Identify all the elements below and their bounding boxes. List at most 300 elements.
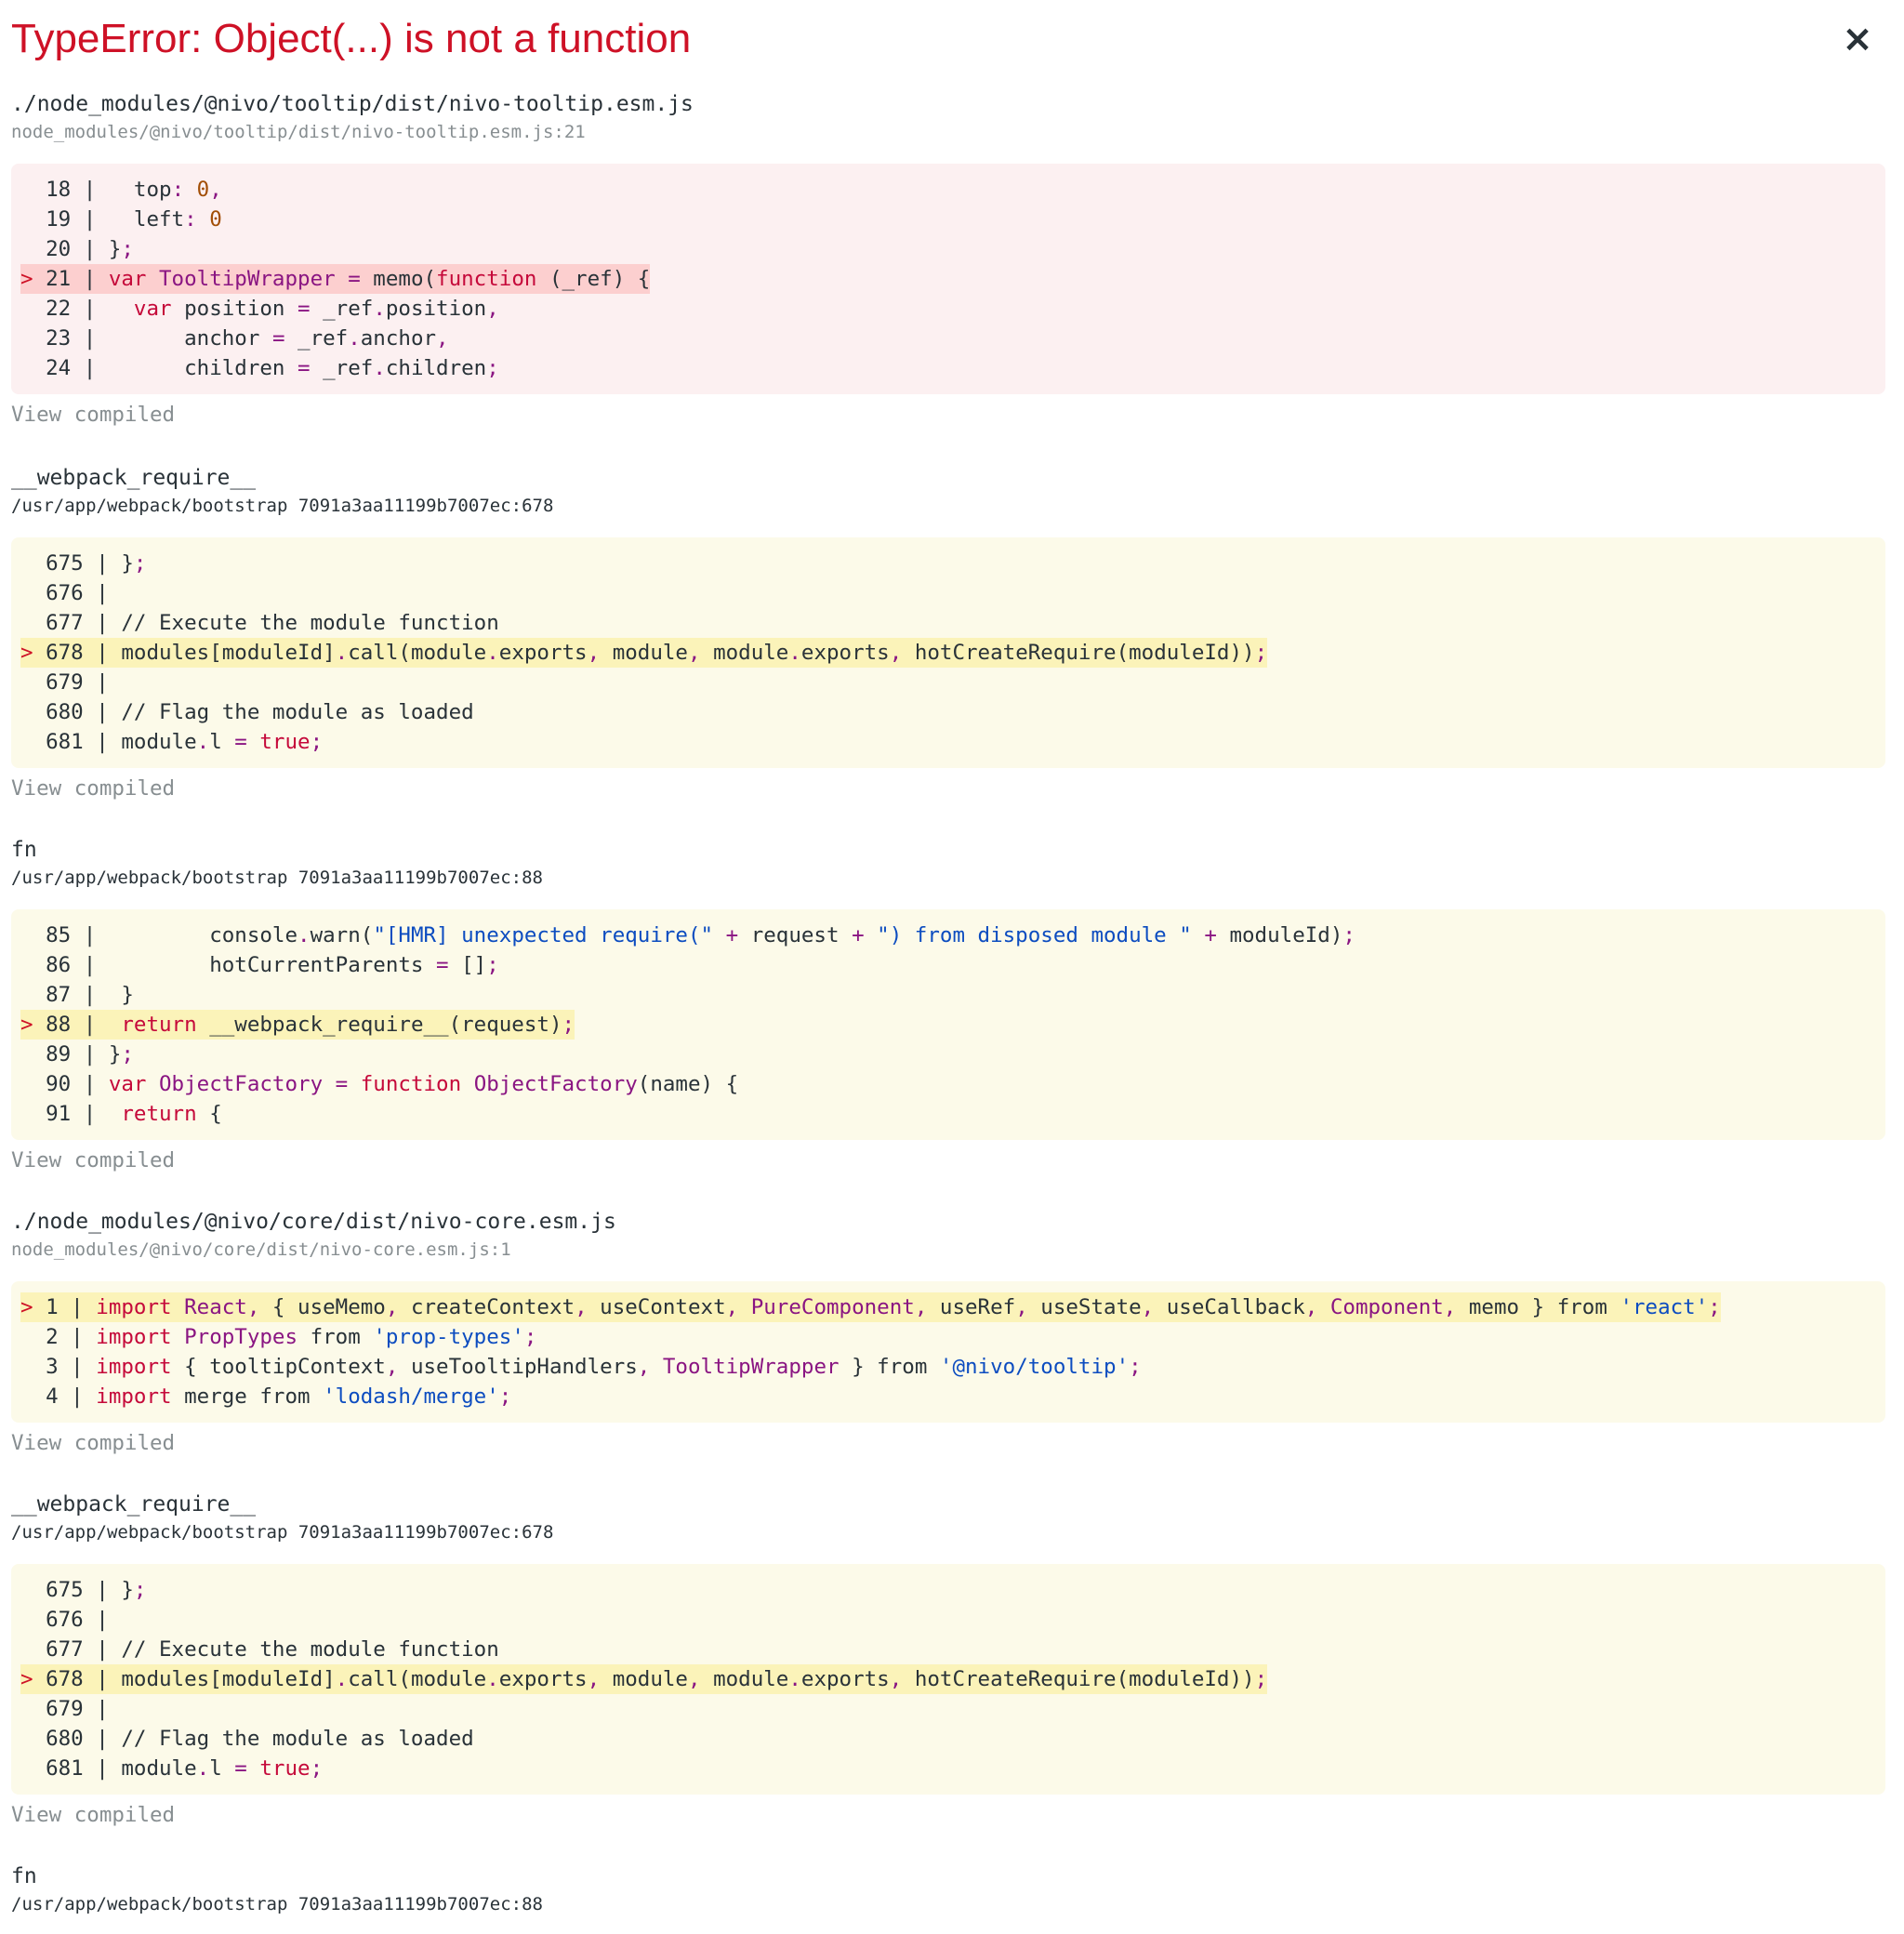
code-token: ; bbox=[562, 1013, 575, 1037]
code-line-highlighted bbox=[20, 264, 650, 294]
close-icon[interactable]: × bbox=[1842, 18, 1873, 60]
code-token: : bbox=[171, 178, 185, 202]
code-token bbox=[1317, 1295, 1330, 1319]
line-number: 19 bbox=[33, 207, 72, 232]
line-number: 22 bbox=[33, 297, 72, 321]
code-token: ObjectFactory bbox=[473, 1072, 638, 1096]
code-token: , bbox=[1304, 1295, 1318, 1319]
view-compiled-link[interactable]: View compiled bbox=[11, 1431, 176, 1455]
code-token: ObjectFactory bbox=[159, 1072, 324, 1096]
code-token: 'prop-types' bbox=[373, 1325, 524, 1349]
line-gutter bbox=[20, 923, 33, 947]
line-separator: | bbox=[83, 1697, 109, 1721]
code-token bbox=[713, 923, 726, 947]
line-number: 4 bbox=[33, 1384, 59, 1409]
code-token: } bbox=[96, 237, 122, 261]
code-token: , bbox=[1443, 1295, 1457, 1319]
code-token bbox=[247, 730, 260, 754]
code-token: module bbox=[108, 730, 197, 754]
line-number: 679 bbox=[33, 1697, 84, 1721]
code-token: exports bbox=[800, 1667, 890, 1691]
code-line bbox=[20, 1605, 121, 1635]
code-token bbox=[109, 581, 122, 605]
code-token: 0 bbox=[196, 178, 210, 202]
code-token: function bbox=[360, 1072, 462, 1096]
line-number: 678 bbox=[33, 1667, 84, 1691]
line-gutter bbox=[20, 326, 33, 351]
code-token: 0 bbox=[209, 207, 222, 232]
code-token: . bbox=[335, 641, 349, 665]
line-gutter bbox=[20, 611, 33, 635]
code-token: ; bbox=[1129, 1355, 1142, 1379]
code-token: = bbox=[348, 267, 361, 291]
code-token bbox=[461, 1072, 474, 1096]
line-separator: | bbox=[71, 267, 97, 291]
code-token: } bbox=[108, 1578, 134, 1602]
code-token: + bbox=[852, 923, 865, 947]
code-token: _ref bbox=[310, 356, 374, 380]
error-title: TypeError: Object(...) is not a function bbox=[11, 16, 692, 61]
line-separator: | bbox=[83, 611, 109, 635]
code-token: = bbox=[234, 1756, 247, 1781]
line-separator: | bbox=[83, 670, 109, 695]
code-token: memo } from bbox=[1456, 1295, 1620, 1319]
line-gutter bbox=[20, 237, 33, 261]
code-token: , bbox=[1015, 1295, 1028, 1319]
code-token: . bbox=[335, 1667, 349, 1691]
code-snippet bbox=[11, 1564, 1885, 1795]
code-token: "[HMR] unexpected require(" bbox=[373, 923, 714, 947]
code-token bbox=[146, 1072, 159, 1096]
code-line bbox=[20, 205, 222, 234]
code-token: position bbox=[385, 297, 487, 321]
code-line bbox=[20, 1575, 146, 1605]
code-token: modules[moduleId] bbox=[108, 1667, 336, 1691]
code-line bbox=[20, 234, 134, 264]
code-line bbox=[20, 697, 474, 727]
code-token: { bbox=[196, 1102, 222, 1126]
code-token: request bbox=[738, 923, 853, 947]
code-token: ; bbox=[121, 1042, 134, 1066]
frame-file-location[interactable]: node_modules/@nivo/tooltip/dist/nivo-tooltip.esm.js:21 bbox=[11, 122, 586, 142]
code-token: . bbox=[788, 1667, 801, 1691]
code-line bbox=[20, 608, 499, 638]
code-token: anchor bbox=[360, 326, 437, 351]
code-token: ; bbox=[486, 953, 499, 977]
line-number: 86 bbox=[33, 953, 72, 977]
line-gutter bbox=[20, 1578, 33, 1602]
view-compiled-link[interactable]: View compiled bbox=[11, 1803, 176, 1827]
line-number: 85 bbox=[33, 923, 72, 947]
code-token: ; bbox=[133, 551, 147, 576]
code-token: = bbox=[298, 356, 311, 380]
code-token: , bbox=[385, 1355, 399, 1379]
line-gutter bbox=[20, 983, 33, 1007]
code-line bbox=[20, 668, 121, 697]
code-token: ; bbox=[1254, 1667, 1268, 1691]
code-token: , bbox=[637, 1355, 651, 1379]
code-token: , bbox=[1141, 1295, 1155, 1319]
code-token: _ref bbox=[284, 326, 349, 351]
code-token: module bbox=[600, 1667, 688, 1691]
line-gutter bbox=[20, 1355, 33, 1379]
code-token: module bbox=[600, 641, 688, 665]
code-token: , bbox=[914, 1295, 928, 1319]
line-gutter bbox=[20, 1727, 33, 1751]
code-token: hotCurrentParents bbox=[96, 953, 437, 977]
code-token bbox=[172, 1325, 185, 1349]
code-token: , bbox=[575, 1295, 588, 1319]
code-token: . bbox=[196, 1756, 210, 1781]
code-token: ; bbox=[486, 356, 499, 380]
line-gutter bbox=[20, 1637, 33, 1662]
code-token: children bbox=[385, 356, 487, 380]
line-separator: | bbox=[83, 1667, 109, 1691]
code-token: return bbox=[121, 1013, 197, 1037]
line-separator: | bbox=[83, 700, 109, 724]
code-token: true bbox=[259, 730, 311, 754]
code-token: = bbox=[271, 326, 285, 351]
frame-file-location[interactable]: /usr/app/webpack/bootstrap 7091a3aa11199b7007ec:88 bbox=[11, 868, 543, 888]
line-gutter bbox=[20, 700, 33, 724]
code-token: , bbox=[246, 1295, 260, 1319]
code-token: left bbox=[96, 207, 185, 232]
code-token: } bbox=[108, 551, 134, 576]
line-number: 21 bbox=[33, 267, 72, 291]
code-token: ; bbox=[1254, 641, 1268, 665]
code-token: true bbox=[259, 1756, 311, 1781]
frame-function-name: fn bbox=[11, 838, 37, 862]
line-separator: | bbox=[83, 1727, 109, 1751]
code-token: , bbox=[587, 1667, 601, 1691]
code-token: exports bbox=[498, 641, 588, 665]
code-token: createContext bbox=[398, 1295, 575, 1319]
code-line bbox=[20, 980, 134, 1010]
line-separator: | bbox=[71, 953, 97, 977]
code-line bbox=[20, 294, 499, 324]
line-separator: | bbox=[71, 326, 97, 351]
line-gutter bbox=[20, 551, 33, 576]
code-token: import bbox=[96, 1384, 172, 1409]
code-token: , bbox=[436, 326, 449, 351]
code-token: top bbox=[96, 178, 172, 202]
code-token bbox=[146, 267, 159, 291]
code-token bbox=[84, 1295, 97, 1319]
code-token: . bbox=[486, 641, 499, 665]
line-number: 681 bbox=[33, 730, 84, 754]
line-number: 1 bbox=[33, 1295, 59, 1319]
frame-function-name: ./node_modules/@nivo/core/dist/nivo-core.esm.js bbox=[11, 1210, 616, 1234]
line-number: 87 bbox=[33, 983, 72, 1007]
code-token: React bbox=[184, 1295, 247, 1319]
frame-function-name: __webpack_require__ bbox=[11, 466, 257, 490]
code-token: . bbox=[788, 641, 801, 665]
line-separator: | bbox=[71, 923, 97, 947]
line-number: 676 bbox=[33, 1608, 84, 1632]
code-token bbox=[109, 670, 122, 695]
code-token: module bbox=[108, 1756, 197, 1781]
line-separator: | bbox=[83, 1637, 109, 1662]
code-token: , bbox=[889, 641, 903, 665]
line-number: 679 bbox=[33, 670, 84, 695]
code-token: useCallback bbox=[1154, 1295, 1305, 1319]
code-token: = bbox=[298, 297, 311, 321]
code-token: __webpack_require__(request) bbox=[196, 1013, 562, 1037]
code-token: import bbox=[96, 1295, 172, 1319]
code-token bbox=[84, 1355, 97, 1379]
line-separator: | bbox=[71, 237, 97, 261]
code-token bbox=[323, 1072, 336, 1096]
code-token: module bbox=[700, 1667, 789, 1691]
line-gutter bbox=[20, 207, 33, 232]
code-token: var bbox=[133, 297, 172, 321]
code-token: from bbox=[298, 1325, 374, 1349]
code-line bbox=[20, 1069, 738, 1099]
code-line bbox=[20, 1382, 511, 1411]
code-token bbox=[348, 1072, 361, 1096]
code-token: // Execute the module function bbox=[108, 1637, 499, 1662]
line-separator: | bbox=[71, 356, 97, 380]
code-line bbox=[20, 1322, 536, 1352]
code-token: merge from bbox=[171, 1384, 324, 1409]
code-token: ; bbox=[121, 237, 134, 261]
code-token bbox=[197, 207, 210, 232]
line-separator: | bbox=[58, 1325, 84, 1349]
line-separator: | bbox=[58, 1384, 84, 1409]
code-token bbox=[247, 1756, 260, 1781]
code-snippet bbox=[11, 1281, 1885, 1423]
line-number: 2 bbox=[33, 1325, 59, 1349]
line-number: 681 bbox=[33, 1756, 84, 1781]
code-token: // Execute the module function bbox=[108, 611, 499, 635]
line-number: 680 bbox=[33, 700, 84, 724]
code-snippet bbox=[11, 164, 1885, 394]
view-compiled-link[interactable]: View compiled bbox=[11, 403, 176, 427]
code-line bbox=[20, 1754, 323, 1783]
code-token: moduleId) bbox=[1216, 923, 1343, 947]
code-token: ; bbox=[498, 1384, 512, 1409]
code-token: . bbox=[373, 356, 386, 380]
code-token: position bbox=[171, 297, 298, 321]
code-token: = bbox=[234, 730, 247, 754]
line-number: 676 bbox=[33, 581, 84, 605]
code-line bbox=[20, 1694, 121, 1724]
line-separator: | bbox=[71, 1042, 97, 1066]
code-line-highlighted bbox=[20, 1292, 1721, 1322]
code-line-highlighted bbox=[20, 1664, 1267, 1694]
code-line bbox=[20, 1635, 499, 1664]
line-number: 680 bbox=[33, 1727, 84, 1751]
code-token: . bbox=[373, 297, 386, 321]
line-number: 90 bbox=[33, 1072, 72, 1096]
code-token: useTooltipHandlers bbox=[398, 1355, 638, 1379]
code-token: call(module bbox=[348, 1667, 487, 1691]
line-number: 20 bbox=[33, 237, 72, 261]
code-token bbox=[84, 1384, 97, 1409]
line-gutter: > bbox=[20, 641, 33, 665]
code-line bbox=[20, 1099, 222, 1129]
line-number: 677 bbox=[33, 1637, 84, 1662]
view-compiled-link[interactable]: View compiled bbox=[11, 776, 176, 801]
line-gutter: > bbox=[20, 1667, 33, 1691]
code-token: useContext bbox=[587, 1295, 726, 1319]
line-gutter bbox=[20, 581, 33, 605]
line-number: 91 bbox=[33, 1102, 72, 1126]
line-number: 88 bbox=[33, 1013, 72, 1037]
line-separator: | bbox=[71, 983, 97, 1007]
code-token: console bbox=[96, 923, 298, 947]
line-separator: | bbox=[83, 1578, 109, 1602]
frame-file-location[interactable]: /usr/app/webpack/bootstrap 7091a3aa11199b7007ec:678 bbox=[11, 496, 554, 516]
code-line bbox=[20, 950, 499, 980]
code-token: . bbox=[348, 326, 361, 351]
line-separator: | bbox=[83, 730, 109, 754]
code-token: ; bbox=[1708, 1295, 1721, 1319]
line-separator: | bbox=[83, 551, 109, 576]
line-separator: | bbox=[71, 1102, 97, 1126]
code-token: , bbox=[725, 1295, 739, 1319]
code-token: 'react' bbox=[1620, 1295, 1709, 1319]
code-token: function bbox=[436, 267, 537, 291]
code-token bbox=[96, 267, 109, 291]
code-token: = bbox=[335, 1072, 349, 1096]
code-line bbox=[20, 353, 499, 383]
code-token: , bbox=[486, 297, 499, 321]
frame-file-location[interactable]: /usr/app/webpack/bootstrap 7091a3aa11199b7007ec:678 bbox=[11, 1522, 554, 1543]
code-token: + bbox=[1204, 923, 1217, 947]
code-snippet bbox=[11, 909, 1885, 1140]
code-token: , bbox=[687, 641, 701, 665]
code-token: ; bbox=[133, 1578, 147, 1602]
code-token: { useMemo bbox=[259, 1295, 386, 1319]
code-token: l bbox=[209, 1756, 235, 1781]
code-token: } bbox=[96, 1042, 122, 1066]
frame-file-location[interactable]: node_modules/@nivo/core/dist/nivo-core.esm.js:1 bbox=[11, 1239, 511, 1260]
code-token: PropTypes bbox=[184, 1325, 298, 1349]
code-token bbox=[172, 1295, 185, 1319]
code-token: hotCreateRequire(moduleId)) bbox=[902, 641, 1255, 665]
code-token: useState bbox=[1027, 1295, 1142, 1319]
code-token: ; bbox=[523, 1325, 537, 1349]
code-token bbox=[336, 267, 349, 291]
line-gutter bbox=[20, 953, 33, 977]
line-separator: | bbox=[83, 581, 109, 605]
view-compiled-link[interactable]: View compiled bbox=[11, 1148, 176, 1172]
code-token bbox=[96, 297, 134, 321]
code-token bbox=[1192, 923, 1205, 947]
code-token: ; bbox=[310, 730, 324, 754]
code-token bbox=[96, 1013, 121, 1037]
line-gutter: > bbox=[20, 1013, 33, 1037]
code-token: return bbox=[121, 1102, 197, 1126]
code-token: Component bbox=[1329, 1295, 1444, 1319]
code-token: ; bbox=[310, 1756, 324, 1781]
code-token: // Flag the module as loaded bbox=[108, 700, 474, 724]
line-number: 24 bbox=[33, 356, 72, 380]
code-token bbox=[184, 178, 197, 202]
line-separator: | bbox=[58, 1295, 84, 1319]
line-gutter bbox=[20, 1697, 33, 1721]
code-token: anchor bbox=[96, 326, 272, 351]
line-gutter bbox=[20, 1756, 33, 1781]
line-number: 89 bbox=[33, 1042, 72, 1066]
code-line bbox=[20, 921, 1355, 950]
code-token bbox=[96, 1102, 121, 1126]
code-token: ") from disposed module " bbox=[877, 923, 1192, 947]
code-token: warn( bbox=[310, 923, 374, 947]
code-token: . bbox=[298, 923, 311, 947]
code-line-highlighted bbox=[20, 1010, 575, 1040]
code-token: , bbox=[889, 1667, 903, 1691]
code-line bbox=[20, 1352, 1142, 1382]
line-separator: | bbox=[71, 178, 97, 202]
code-token bbox=[109, 1608, 122, 1632]
line-gutter bbox=[20, 1102, 33, 1126]
code-token: import bbox=[96, 1355, 172, 1379]
code-token: { tooltipContext bbox=[171, 1355, 386, 1379]
code-token: , bbox=[385, 1295, 399, 1319]
line-gutter bbox=[20, 356, 33, 380]
line-separator: | bbox=[83, 1608, 109, 1632]
line-gutter bbox=[20, 1325, 33, 1349]
code-token: , bbox=[209, 178, 222, 202]
line-number: 675 bbox=[33, 1578, 84, 1602]
line-gutter: > bbox=[20, 267, 33, 291]
code-line-highlighted bbox=[20, 638, 1267, 668]
code-line bbox=[20, 1040, 134, 1069]
line-gutter bbox=[20, 1042, 33, 1066]
code-token: 'lodash/merge' bbox=[323, 1384, 499, 1409]
line-number: 18 bbox=[33, 178, 72, 202]
code-token bbox=[650, 1355, 663, 1379]
code-token bbox=[84, 1325, 97, 1349]
code-token: (_ref) { bbox=[536, 267, 651, 291]
line-number: 678 bbox=[33, 641, 84, 665]
code-token: var bbox=[108, 267, 147, 291]
code-token: hotCreateRequire(moduleId)) bbox=[902, 1667, 1255, 1691]
line-separator: | bbox=[71, 297, 97, 321]
code-token: l bbox=[209, 730, 235, 754]
code-snippet bbox=[11, 537, 1885, 768]
line-gutter: > bbox=[20, 1295, 33, 1319]
line-separator: | bbox=[71, 1013, 97, 1037]
code-token: TooltipWrapper bbox=[662, 1355, 840, 1379]
code-token: // Flag the module as loaded bbox=[108, 1727, 474, 1751]
code-token: } bbox=[96, 983, 134, 1007]
frame-function-name: __webpack_require__ bbox=[11, 1492, 257, 1517]
code-line bbox=[20, 549, 146, 578]
line-gutter bbox=[20, 670, 33, 695]
line-separator: | bbox=[71, 207, 97, 232]
frame-function-name: fn bbox=[11, 1864, 37, 1888]
code-token: = bbox=[436, 953, 449, 977]
code-line bbox=[20, 578, 121, 608]
code-token: module bbox=[700, 641, 789, 665]
code-token: modules[moduleId] bbox=[108, 641, 336, 665]
line-gutter bbox=[20, 1384, 33, 1409]
line-gutter bbox=[20, 1072, 33, 1096]
code-token: [] bbox=[448, 953, 487, 977]
code-token: _ref bbox=[310, 297, 374, 321]
frame-file-location[interactable]: /usr/app/webpack/bootstrap 7091a3aa11199b7007ec:88 bbox=[11, 1894, 543, 1914]
code-token: : bbox=[184, 207, 197, 232]
code-token bbox=[109, 1697, 122, 1721]
line-separator: | bbox=[71, 1072, 97, 1096]
frame-function-name: ./node_modules/@nivo/tooltip/dist/nivo-tooltip.esm.js bbox=[11, 92, 694, 116]
code-token: . bbox=[486, 1667, 499, 1691]
code-token: children bbox=[96, 356, 298, 380]
code-token bbox=[865, 923, 878, 947]
